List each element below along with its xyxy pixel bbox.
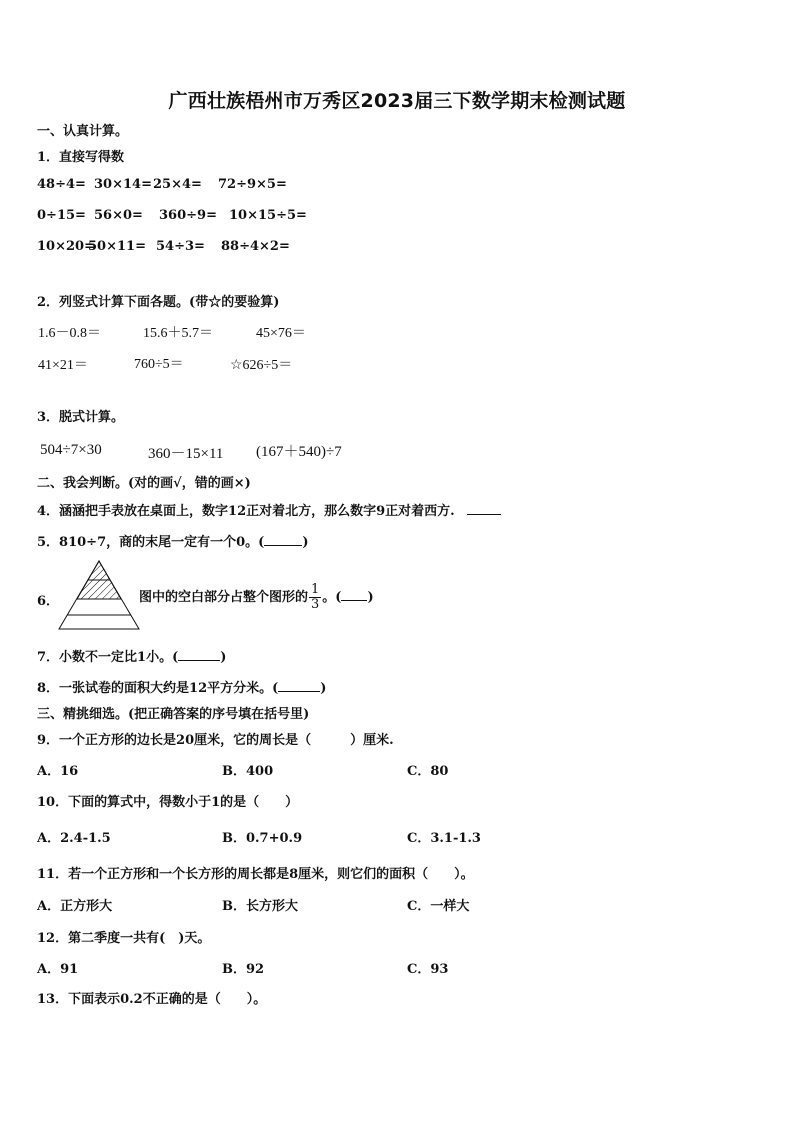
- calc-item: 30×14=: [94, 177, 152, 192]
- calc-item: 0÷15=: [37, 208, 86, 223]
- calc-item: 72÷9×5=: [218, 177, 287, 192]
- question-10-stem: 10．下面的算式中，得数小于1的是（ ）: [37, 795, 299, 810]
- question-2-label: 2．列竖式计算下面各题。(带☆的要验算): [37, 295, 280, 310]
- option-c[interactable]: C．一样大: [407, 899, 470, 914]
- fraction-one-third: $\frac{1}{3}$: [311, 582, 320, 612]
- vertical-calc-item: 1.6－0.8＝: [38, 326, 101, 341]
- question-3-label: 3．脱式计算。: [37, 410, 125, 425]
- triangle-figure: [57, 559, 141, 631]
- option-b[interactable]: B．长方形大: [222, 899, 298, 914]
- question-7-text: 7．小数不一定比1小。(: [37, 650, 179, 665]
- expression-item: 504÷7×30: [40, 442, 102, 458]
- section-2-heading: 二、我会判断。(对的画√，错的画×): [37, 476, 251, 491]
- question-7: 7．小数不一定比1小。( ): [37, 650, 227, 665]
- question-4-text: 4．涵涵把手表放在桌面上，数字12正对着北方，那么数字9正对着西方.: [37, 504, 455, 519]
- vertical-calc-item: ☆626÷5＝: [230, 358, 293, 373]
- option-c[interactable]: C．93: [407, 962, 449, 977]
- calc-item: 88÷4×2=: [221, 239, 290, 254]
- vertical-calc-item: 760÷5＝: [134, 357, 184, 372]
- question-8-text: 8．一张试卷的面积大约是12平方分米。(: [37, 681, 279, 696]
- option-b[interactable]: B．400: [222, 764, 274, 779]
- question-11-stem: 11．若一个正方形和一个长方形的周长都是8厘米，则它们的面积（ ）。: [37, 867, 474, 882]
- question-6-number: 6．: [37, 594, 60, 609]
- question-8: 8．一张试卷的面积大约是12平方分米。( ): [37, 681, 327, 696]
- answer-blank[interactable]: [467, 504, 501, 515]
- question-6-text: 图中的空白部分占整个图形的: [139, 590, 309, 605]
- calc-item: 48÷4=: [37, 177, 86, 192]
- section-3-heading: 三、精挑细选。(把正确答案的序号填在括号里): [37, 707, 310, 722]
- option-b[interactable]: B．0.7+0.9: [222, 831, 303, 846]
- vertical-calc-item: 45×76＝: [256, 326, 306, 341]
- option-b[interactable]: B．92: [222, 962, 265, 977]
- question-6: 图中的空白部分占整个图形的 $\frac{1}{3}$ 。( ): [139, 582, 374, 612]
- calc-item: 360÷9=: [159, 208, 217, 223]
- option-c[interactable]: C．80: [407, 764, 449, 779]
- option-a[interactable]: A．正方形大: [37, 899, 113, 914]
- section-1-heading: 一、认真计算。: [37, 124, 129, 139]
- question-5: 5．810÷7，商的末尾一定有一个0。( ): [37, 535, 309, 550]
- vertical-calc-item: 15.6＋5.7＝: [143, 326, 213, 341]
- calc-item: 10×20=: [37, 239, 95, 254]
- question-1-label: 1．直接写得数: [37, 150, 125, 165]
- answer-blank[interactable]: [341, 590, 367, 601]
- option-a[interactable]: A．91: [37, 962, 79, 977]
- question-12-stem: 12．第二季度一共有( )天。: [37, 931, 211, 946]
- calc-item: 56×0=: [94, 208, 143, 223]
- option-c[interactable]: C．3.1-1.3: [407, 831, 481, 846]
- option-a[interactable]: A．16: [37, 764, 79, 779]
- calc-item: 50×11=: [88, 239, 146, 254]
- expression-item: 360－15×11: [148, 446, 224, 462]
- expression-item: (167＋540)÷7: [256, 444, 342, 460]
- question-4: [37, 500, 501, 519]
- answer-blank[interactable]: [278, 681, 320, 692]
- calc-item: 54÷3=: [156, 239, 205, 254]
- answer-blank[interactable]: [264, 535, 302, 546]
- question-9-stem: 9．一个正方形的边长是20厘米，它的周长是（ ）厘米.: [37, 733, 394, 748]
- answer-blank[interactable]: [178, 650, 220, 661]
- calc-item: 25×4=: [153, 177, 202, 192]
- option-a[interactable]: A．2.4-1.5: [37, 831, 111, 846]
- question-5-text: 5．810÷7，商的末尾一定有一个0。(: [37, 535, 265, 550]
- calc-item: 10×15÷5=: [229, 208, 307, 223]
- question-13-stem: 13．下面表示0.2不正确的是（ ）。: [37, 992, 267, 1007]
- vertical-calc-item: 41×21＝: [38, 358, 88, 373]
- page-title: 广西壮族梧州市万秀区2023届三下数学期末检测试题: [168, 90, 626, 112]
